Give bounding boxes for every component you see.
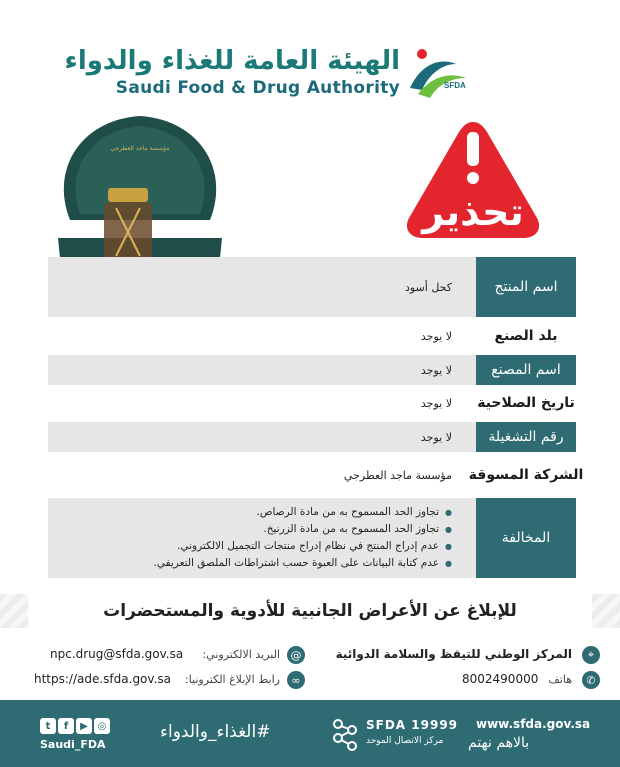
twitter-icon[interactable]: t [40, 718, 56, 734]
callcenter-label: مركز الاتصال الموحد [366, 736, 444, 746]
phone-icon: ✆ [582, 671, 600, 689]
svg-text:SFDA: SFDA [444, 81, 466, 90]
violation-item: ● تجاوز الحد المسموح به من مادة الرصاص. [153, 504, 452, 521]
sfda-logo-icon [404, 44, 472, 106]
at-icon: @ [287, 646, 305, 664]
marketer-label: الشركة المسوقة [468, 467, 584, 483]
phone-number[interactable]: 8002490000 [462, 672, 539, 686]
facebook-icon[interactable]: f [58, 718, 74, 734]
expiry-row [48, 389, 576, 417]
origin-country-label: بلد الصنع [494, 328, 558, 344]
expiry-value: لا يوجد [420, 396, 452, 410]
callcenter-network-icon [330, 716, 360, 752]
org-name-english: Saudi Food & Drug Authority [115, 78, 400, 98]
email-link[interactable]: npc.drug@sfda.gov.sa [50, 647, 184, 661]
violation-item: ● عدم كتابة البيانات على العبوة حسب اشتراطات الملصق التعريفي. [153, 555, 452, 572]
report-banner [0, 594, 620, 628]
manufacturer-value: لا يوجد [420, 363, 452, 377]
product-box-label: مؤسسة ماجد العطرجي [110, 145, 170, 152]
slogan: بالاهم نهتم [468, 735, 530, 751]
expiry-label: تاريخ الصلاحية [477, 395, 575, 411]
batch-label: رقم التشغيلة [476, 422, 576, 452]
marketer-value: مؤسسة ماجد العطرجي [343, 468, 452, 482]
violation-label: المخالفة [476, 498, 576, 578]
social-handle[interactable]: Saudi_FDA [40, 738, 106, 751]
footer-bar [0, 700, 620, 767]
origin-country-row [48, 322, 576, 350]
email-label: البريد الالكتروني: [202, 648, 280, 661]
callcenter-number[interactable]: SFDA 19999 [366, 718, 459, 732]
report-banner-text: للإبلاغ عن الأعراض الجانبية للأدوية والمستحضرات [103, 601, 517, 621]
location-pin-icon: ⌖ [582, 646, 600, 664]
link-icon: ∞ [287, 671, 305, 689]
violation-item: ● تجاوز الحد المسموح به من مادة الزرنيخ. [153, 521, 452, 538]
violation-list [153, 504, 452, 572]
report-link[interactable]: https://ade.sfda.gov.sa [34, 672, 171, 686]
warning-label: تحذير [422, 190, 524, 234]
hashtag: #الغذاء_والدواء [160, 722, 271, 742]
marketer-row [48, 458, 584, 492]
youtube-icon[interactable]: ▶ [76, 718, 92, 734]
org-name-arabic: الهيئة العامة للغذاء والدواء [64, 46, 400, 76]
instagram-icon[interactable]: ◎ [94, 718, 110, 734]
center-name: المركز الوطني للتيقظ والسلامة الدوائية [335, 647, 572, 661]
violation-item: ● عدم إدراج المنتج في نظام إدراج منتجات التجميل الالكتروني. [153, 538, 452, 555]
website-link[interactable]: www.sfda.gov.sa [476, 717, 591, 731]
origin-country-value: لا يوجد [420, 329, 452, 343]
product-name-row [48, 257, 576, 317]
manufacturer-row [48, 355, 576, 385]
batch-row [48, 422, 576, 452]
product-name-label: اسم المنتج [476, 257, 576, 317]
phone-label: هاتف [548, 673, 572, 686]
manufacturer-label: اسم المصنع [476, 355, 576, 385]
product-name-value: كحل أسود [404, 280, 452, 294]
violation-row [48, 498, 576, 578]
report-link-label: رابط الإبلاغ الكترونيا: [184, 673, 280, 686]
batch-value: لا يوجد [420, 430, 452, 444]
